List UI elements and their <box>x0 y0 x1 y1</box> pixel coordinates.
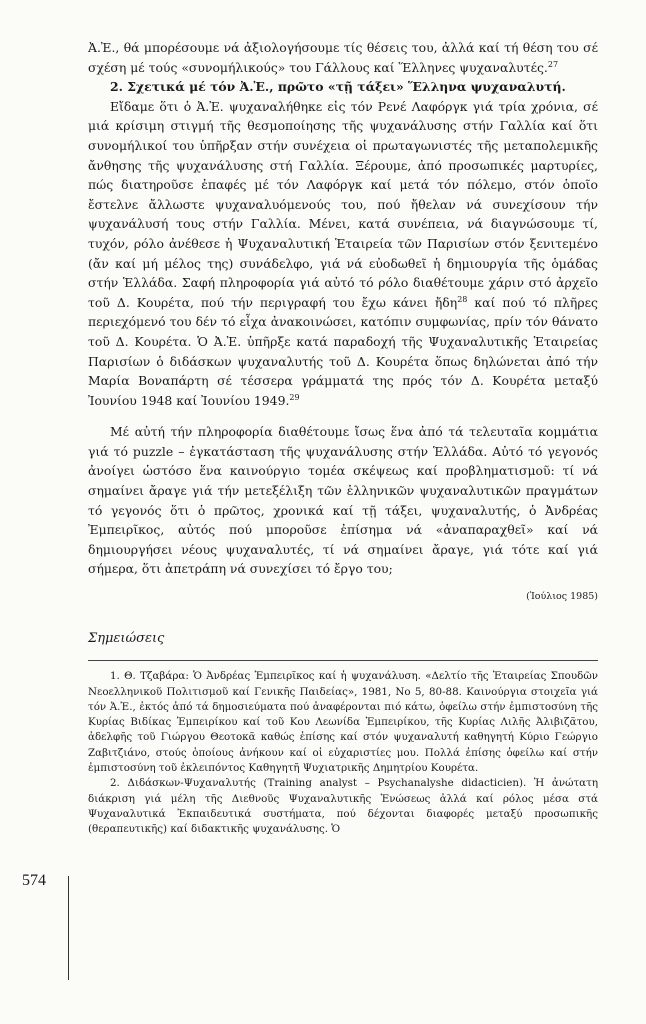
section-heading: 2. Σχετικά μέ τόν Ἀ.Ἐ., πρῶτο «τῇ τάξει» Ἕλληνα ψυχαναλυτή. <box>110 79 566 95</box>
paragraph-1-text: Ἀ.Ἐ., θά μπορέσουμε νά ἀξιολογήσουμε τίς θέσεις του, ἀλλά καί τή θέση του σέ σχέση μέ τούς «συνομήλικούς» του Γάλλους καί Ἕλληνες ψυχαναλυτές. <box>88 40 598 75</box>
notes-divider <box>88 660 598 661</box>
paragraph-3 <box>88 97 598 411</box>
paragraph-3-cont: καί πού τό πλῆρες περιεχόμενό του δέν τό εἶχα ἀνακοινώσει, κατόπιν συμφωνίας, πρίν τόν θάνατο τοῦ Δ. Κουρέτα. Ὁ Ἀ.Ἐ. ὑπῆρξε κατά παραδοχή τῆς Ψυχαναλυτικῆς Ἑταιρείας Παρισίων ὁ διδάσκων ψυχαναλυτής τοῦ Δ. Κουρέτα ὅπως δηλώνεται ἀπό τήν Μαρία Βοναπάρτη σέ τέσσερα γράμματά της πρός τόν Δ. Κουρέτα μεταξύ Ἰουνίου 1948 καί Ἰουνίου 1949. <box>88 294 598 408</box>
note-1: 1. Θ. Τζαβάρα: Ὁ Ἀνδρέας Ἐμπειρῖκος καί ἡ ψυχανάλυση. «Δελτίο τῆς Ἑταιρείας Σπουδῶν Νεοελληνικοῦ Πολιτισμοῦ καί Γενικῆς Παιδείας», 1981, Νο 5, 80-88. Καινούργια στοιχεῖα γιά τόν Ἀ.Ἐ., ἐκτός ἀπό τά δημοσιεύματα πού ἀναφέρονται πιό κάτω, ὀφείλω στήν ἐμπιστοσύνη τῆς Κυρίας Βιδίκας Ἐμπειρίκου καί τοῦ Κου Λεωνίδα Ἐμπειρίκου, τῆς Κυρίας Λιλῆς Ἀλιβιζᾶτου, ἀδελφῆς τοῦ Γιώργου Θεοτοκᾶ καθώς ἐπίσης καί στόν ψυχαναλυτή καθηγητή Κύριο Γεώργιο Ζαβιτζιάνο, στούς ὁποίους ἀνήκουν καί οἱ εὐχαριστίες μου. Πολλά ἐπίσης ὀφείλω καί στήν ἐμπιστοσύνη τοῦ ἐκλειπόντος Καθηγητῆ Ψυχιατρικῆς Δημητρίου Κουρέτα. <box>88 670 598 774</box>
paragraph-4: Μέ αὐτή τήν πληροφορία διαθέτουμε ἴσως ἕνα ἀπό τά τελευταῖα κομμάτια γιά τό puzzle – ἐγκατάσταση τῆς ψυχανάλυσης στήν Ἑλλάδα. Αὐτό τό γεγονός ἀνοίγει ὡστόσο ἕνα καινούργιο τομέα σκέψεως καί προβληματισμοῦ: τί νά σημαίνει ἄραγε γιά τήν μετεξέλιξη τῶν ἑλληνικῶν ψυχαναλυτικῶν πραγμάτων τό γεγονός ὅτι ὁ πρῶτος, χρονικά καί τῇ τάξει, ψυχαναλυτής, ὁ Ἀνδρέας Ἐμπειρῖκος, αὐτός πού μποροῦσε ἐπίσημα νά «ἀναπαραχθεῖ» καί νά δημιουργήσει νέους ψυχαναλυτές, τί νά σημαίνει ἄραγε, γιά τότε καί γιά σήμερα, ὅτι ἀπετράπη νά συνεχίσει τό ἔργο του; <box>88 424 598 577</box>
margin-rule <box>68 876 69 980</box>
paragraph-3-text: Εἴδαμε ὅτι ὁ Ἀ.Ἐ. ψυχαναλήθηκε εἰς τόν Ρενέ Λαφόργκ γιά τρία χρόνια, σέ μιά κρίσιμη στιγμή τῆς θεσμοποίησης τῆς ψυχανάλυσης στήν Γαλλία καί ὅτι συνομήλικοί του ὑπῆρξαν στήν συνέχεια οἱ πρωταγωνιστές τῆς μεταπολεμικῆς ἄνθησης τῆς ψυχανάλυσης στή Γαλλία. Ξέρουμε, ἀπό προσωπικές μαρτυρίες, πώς διατηροῦσε ἐπαφές μέ τόν Λαφόργκ καί μετά τόν πόλεμο, στόν ὁποῖο ἔστελνε ἄλλωστε ψυχαναλυόμενούς του, πού ἤθελαν νά συνεχίσουν τήν ψυχανάλυσή τους στήν Γαλλία. Μένει, κατά συνέπεια, νά διαγνώσουμε τί, τυχόν, ρόλο ἀνέθεσε ἡ Ψυχαναλυτική Ἑταιρεία τῶν Παρισίων στόν ξενιτεμένο (ἄν καί μή μέλος της) συνάδελφο, γιά νά εὐοδωθεῖ ἡ δημιουργία τῆς ὁμάδας στήν Ἑλλάδα. Σαφή πληροφορία γιά αὐτό τό ρόλο διαθέτουμε χάριν στό ἀρχεῖο τοῦ Δ. Κουρέτα, πού τήν περιγραφή του ἔχω κάνει ἤδη <box>88 98 598 310</box>
footnote-ref-28: 28 <box>457 294 468 304</box>
notes-title: Σημειώσεις <box>88 630 165 646</box>
footnote-ref-29: 29 <box>289 392 300 402</box>
paragraph-1 <box>88 38 598 77</box>
footnote-ref-27: 27 <box>547 59 559 69</box>
notes-section <box>88 669 598 837</box>
page-number: 574 <box>22 872 46 889</box>
date-line: (Ἰούλιος 1985) <box>526 591 598 603</box>
note-2: 2. Διδάσκων-Ψυχαναλυτής (Training analyst – Psychanalyshe didacticien). Ἡ ἀνώτατη διάκριση γιά μέλη τῆς Διεθνοῦς Ψυχαναλυτικῆς Ἑνώσεως ἀλλά καί ρόλος μέσα στά Ψυχαναλυτικά Ἐκπαιδευτικά συστήματα, πού δέχονται διαφορές μεταξύ προσωπικῆς (θεραπευτικῆς) καί διδακτικῆς ψυχανάλυσης. Ὁ <box>88 777 598 836</box>
main-text <box>88 38 598 837</box>
